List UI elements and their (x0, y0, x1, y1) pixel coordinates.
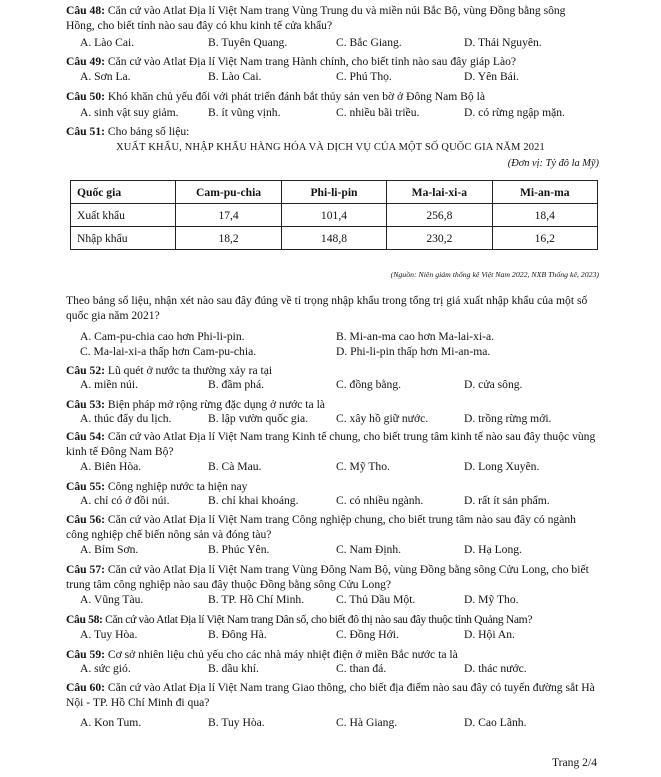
options-51-row2 (80, 345, 600, 360)
options-57 (80, 593, 600, 608)
option-b: B. Mi-an-ma cao hơn Ma-lai-xi-a. (336, 330, 495, 343)
option-c: C. có nhiều ngành. (336, 494, 424, 507)
option-a: A. Lào Cai. (80, 36, 135, 49)
option-c: C. Bắc Giang. (336, 36, 402, 49)
option-d: D. Long Xuyên. (464, 460, 540, 473)
option-a: A. Kon Tum. (80, 716, 142, 729)
option-b: B. đầm phá. (208, 378, 265, 391)
option-a: A. chỉ có ở đồi núi. (80, 494, 170, 507)
question-text: Căn cứ vào Atlat Địa lí Việt Nam trang Kinh tế chung, cho biết trung tâm kinh tế nào sau đây thuộc vùng kinh tế Đông Nam Bộ? (66, 430, 596, 458)
table-cell: 148,8 (281, 227, 386, 250)
question-text: Công nghiệp nước ta hiện nay (104, 480, 248, 493)
option-b: B. Tuyên Quang. (208, 36, 288, 49)
option-d: D. cửa sông. (464, 378, 523, 391)
options-54 (80, 460, 600, 475)
option-d: D. thác nước. (464, 662, 527, 675)
options-51-row1 (80, 330, 600, 345)
option-d: D. Hội An. (464, 628, 515, 641)
question-text: Căn cứ vào Atlat Địa lí Việt Nam trang Công nghiệp chung, cho biết trung tâm nào sau đây có ngành công nghiệp chế biến nông sản và đóng tàu? (66, 513, 576, 541)
table-cell: 18,2 (176, 227, 281, 250)
question-51-stem: Theo bảng số liệu, nhận xét nào sau đây đúng về tỉ trọng nhập khẩu trong tổng trị giá xuất nhập khẩu của một số quốc gia năm 2021? (66, 294, 588, 322)
question-number: Câu 57: (66, 563, 105, 576)
table-cell: Nhập khẩu (71, 227, 176, 250)
question-number: Câu 54: (66, 430, 105, 443)
question-number: Câu 51: (66, 125, 105, 138)
option-c: C. xây hồ giữ nước. (336, 412, 429, 425)
option-b: B. Phúc Yên. (208, 543, 270, 556)
options-56 (80, 543, 600, 558)
question-number: Câu 60: (66, 681, 105, 694)
table-row (71, 227, 598, 250)
option-a: A. Vũng Tàu. (80, 593, 144, 606)
table-cell: 18,4 (492, 204, 597, 227)
option-b: B. Lào Cai. (208, 70, 262, 83)
question-57 (66, 562, 596, 592)
question-text: Căn cứ vào Atlat Địa lí Việt Nam trang Giao thông, cho biết địa điểm nào sau đây có tuyến đường sắt Hà Nội - TP. Hồ Chí Minh đi qua? (66, 681, 595, 709)
table-header-cell: Cam-pu-chia (176, 181, 281, 204)
question-text: Căn cứ vào Atlat Địa lí Việt Nam trang Hành chính, cho biết tỉnh nào sau đây giáp Lào? (104, 55, 517, 68)
option-c: C. than đá. (336, 662, 387, 675)
table-header-row (71, 181, 598, 204)
option-a: A. thúc đẩy du lịch. (80, 412, 172, 425)
question-59 (66, 647, 596, 662)
option-a: A. sinh vật suy giảm. (80, 106, 179, 119)
option-d: D. Yên Bái. (464, 70, 519, 83)
question-text: Khó khăn chủ yếu đối với phát triển đánh bắt thủy sản ven bờ ở Đông Nam Bộ là (104, 90, 485, 103)
question-number: Câu 59: (66, 648, 105, 661)
option-b: B. Đông Hà. (208, 628, 267, 641)
question-number: Câu 48: (66, 4, 105, 17)
option-a: A. Cam-pu-chia cao hơn Phi-li-pin. (80, 330, 245, 343)
question-49 (66, 54, 596, 69)
option-a: A. Biên Hòa. (80, 460, 142, 473)
question-number: Câu 58: (66, 613, 103, 626)
page-number: Trang 2/4 (552, 756, 597, 769)
options-58 (80, 628, 600, 643)
option-b: B. ít vũng vịnh. (208, 106, 281, 119)
table-header-cell: Ma-lai-xi-a (387, 181, 492, 204)
question-number: Câu 55: (66, 480, 105, 493)
question-text: Căn cứ vào Atlat Địa lí Việt Nam trang Dân số, cho biết đô thị nào sau đây thuộc tỉnh Quảng Nam? (102, 613, 533, 626)
options-50 (80, 106, 600, 121)
option-d: D. Mỹ Tho. (464, 593, 519, 606)
question-text: Căn cứ vào Atlat Địa lí Việt Nam trang Vùng Đông Nam Bộ, vùng Đồng bằng sông Cửu Long, cho biết trung tâm công nghiệp nào sau đây thuộc Đồng bằng sông Cửu Long? (66, 563, 589, 591)
options-59 (80, 662, 600, 677)
question-58 (66, 612, 596, 627)
question-48 (66, 3, 596, 33)
table-cell: 17,4 (176, 204, 281, 227)
data-table (70, 180, 598, 250)
table-header-cell: Quốc gia (71, 181, 176, 204)
option-c: C. Ma-lai-xi-a thấp hơn Cam-pu-chia. (80, 345, 257, 358)
option-c: C. Mỹ Tho. (336, 460, 390, 473)
table-cell: Xuất khẩu (71, 204, 176, 227)
option-c: C. Hà Giang. (336, 716, 398, 729)
options-49 (80, 70, 600, 85)
question-number: Câu 49: (66, 55, 105, 68)
question-50 (66, 89, 596, 104)
options-55 (80, 494, 600, 509)
table-cell: 230,2 (387, 227, 492, 250)
table-header-cell: Mi-an-ma (492, 181, 597, 204)
option-d: D. Thái Nguyên. (464, 36, 542, 49)
option-b: B. Cà Mau. (208, 460, 262, 473)
options-52 (80, 378, 600, 393)
option-d: D. Hạ Long. (464, 543, 522, 556)
option-c: C. đồng bằng. (336, 378, 402, 391)
options-48 (80, 36, 600, 51)
question-text: Biện pháp mở rộng rừng đặc dụng ở nước ta là (104, 398, 325, 411)
question-55 (66, 479, 596, 494)
question-text: Lũ quét ở nước ta thường xảy ra tại (104, 364, 273, 377)
option-a: A. sức gió. (80, 662, 131, 675)
option-d: D. rất ít sản phẩm. (464, 494, 550, 507)
question-text: Căn cứ vào Atlat Địa lí Việt Nam trang Vùng Trung du và miền núi Bắc Bộ, vùng Đồng bằng sông Hồng, cho biết tỉnh nào sau đây có khu kinh tế cửa khẩu? (66, 4, 566, 32)
table-cell: 256,8 (387, 204, 492, 227)
option-d: D. Phi-li-pin thấp hơn Mi-an-ma. (336, 345, 491, 358)
option-b: B. chỉ khai khoáng. (208, 494, 299, 507)
options-53 (80, 412, 600, 427)
table-cell: 101,4 (281, 204, 386, 227)
option-b: B. TP. Hồ Chí Minh. (208, 593, 305, 606)
table-cell: 16,2 (492, 227, 597, 250)
option-b: B. dầu khí. (208, 662, 259, 675)
option-a: A. miền núi. (80, 378, 138, 391)
option-b: B. Tuy Hòa. (208, 716, 265, 729)
question-54 (66, 429, 596, 459)
question-52 (66, 363, 596, 378)
table-row (71, 204, 598, 227)
option-b: B. lập vườn quốc gia. (208, 412, 308, 425)
question-60 (66, 680, 596, 710)
question-51 (66, 124, 596, 139)
option-a: A. Sơn La. (80, 70, 131, 83)
question-number: Câu 56: (66, 513, 105, 526)
options-60 (80, 716, 600, 731)
question-text: Cơ sở nhiên liệu chủ yếu cho các nhà máy nhiệt điện ở miền Bắc nước ta là (104, 648, 458, 661)
table-title: XUẤT KHẨU, NHẬP KHẨU HÀNG HÓA VÀ DỊCH VỤ CỦA MỘT SỐ QUỐC GIA NĂM 2021 (116, 142, 545, 153)
option-d: D. trồng rừng mới. (464, 412, 552, 425)
option-c: C. Thủ Dầu Một. (336, 593, 416, 606)
option-c: C. Nam Định. (336, 543, 402, 556)
option-c: C. Phú Thọ. (336, 70, 392, 83)
table-header-cell: Phi-li-pin (281, 181, 386, 204)
question-53 (66, 397, 596, 412)
table-source: (Nguồn: Niên giám thống kê Việt Nam 2022, NXB Thống kê, 2023) (390, 270, 599, 279)
option-d: D. Cao Lãnh. (464, 716, 527, 729)
option-c: C. nhiều bãi triều. (336, 106, 420, 119)
option-a: A. Tuy Hòa. (80, 628, 138, 641)
option-c: C. Đồng Hới. (336, 628, 399, 641)
option-d: D. có rừng ngập mặn. (464, 106, 565, 119)
question-text: Cho bảng số liệu: (104, 125, 190, 138)
question-number: Câu 52: (66, 364, 105, 377)
table-unit: (Đơn vị: Tỷ đô la Mỹ) (507, 158, 599, 169)
question-number: Câu 53: (66, 398, 105, 411)
option-a: A. Bỉm Sơn. (80, 543, 139, 556)
question-number: Câu 50: (66, 90, 105, 103)
question-56 (66, 512, 596, 542)
